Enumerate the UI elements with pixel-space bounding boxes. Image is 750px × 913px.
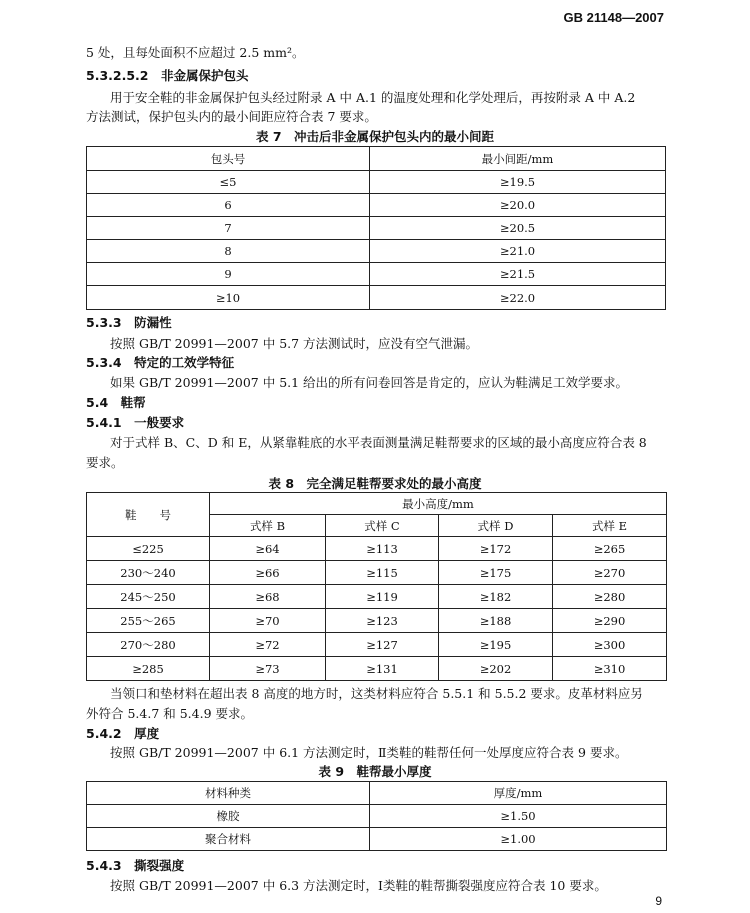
table-header: 包头号 <box>87 147 370 171</box>
table-row <box>87 537 667 561</box>
table-row <box>87 633 667 657</box>
table-header: 厚度/mm <box>370 782 667 805</box>
table-header-size: 鞋 号 <box>87 493 210 537</box>
section-heading-5-3-4: 5.3.4 特定的工效学特征 <box>86 355 235 370</box>
table-cell: ≥70 <box>210 609 326 633</box>
table-cell: ≥20.5 <box>370 217 666 240</box>
table-cell: 255～265 <box>87 609 210 633</box>
table-row <box>87 828 667 851</box>
table-cell: ≥172 <box>439 537 553 561</box>
table-header-group: 最小高度/mm <box>210 493 667 515</box>
table-header: 式样 E <box>553 515 667 537</box>
table-cell: ≥270 <box>553 561 667 585</box>
table-9-caption: 表 9 鞋帮最小厚度 <box>318 764 432 779</box>
paragraph-line: 按照 GB/T 20991—2007 中 6.3 方法测定时，Ⅰ类鞋的鞋帮撕裂强度应符合表 10 要求。 <box>110 878 607 893</box>
table-row <box>87 561 667 585</box>
table-cell: ≥21.0 <box>370 240 666 263</box>
paragraph-line: 如果 GB/T 20991—2007 中 5.1 给出的所有问卷回答是肯定的，应认为鞋满足工效学要求。 <box>110 375 629 390</box>
table-row <box>87 585 667 609</box>
table-cell: 7 <box>87 217 370 240</box>
paragraph-line: 当领口和垫材料在超出表 8 高度的地方时，这类材料应符合 5.5.1 和 5.5.2 要求。皮革材料应另 <box>110 686 643 701</box>
paragraph-line: 按照 GB/T 20991—2007 中 6.1 方法测定时，Ⅱ类鞋的鞋帮任何一处厚度应符合表 9 要求。 <box>110 745 628 760</box>
table-cell: ≥68 <box>210 585 326 609</box>
table-cell: 230～240 <box>87 561 210 585</box>
table-cell: ≥1.00 <box>370 828 667 851</box>
page-number: 9 <box>655 894 662 908</box>
table-header: 式样 C <box>326 515 439 537</box>
table-cell: ≥290 <box>553 609 667 633</box>
table-cell: 9 <box>87 263 370 286</box>
table-cell: ≥123 <box>326 609 439 633</box>
table-row <box>87 609 667 633</box>
table-8 <box>86 492 667 681</box>
table-row <box>87 263 666 286</box>
table-cell: ≥19.5 <box>370 171 666 194</box>
table-cell: ≥115 <box>326 561 439 585</box>
table-cell: 270～280 <box>87 633 210 657</box>
table-cell: ≥175 <box>439 561 553 585</box>
table-cell: ≥64 <box>210 537 326 561</box>
table-cell: ≥265 <box>553 537 667 561</box>
paragraph-line: 方法测试，保护包头内的最小间距应符合表 7 要求。 <box>86 109 377 124</box>
table-cell: 橡胶 <box>87 805 370 828</box>
table-cell: ≥22.0 <box>370 286 666 310</box>
table-row <box>87 194 666 217</box>
section-heading-5-4-3: 5.4.3 撕裂强度 <box>86 858 185 873</box>
table-9 <box>86 781 667 851</box>
table-cell: ≥195 <box>439 633 553 657</box>
section-heading-5-4: 5.4 鞋帮 <box>86 395 146 410</box>
table-row <box>87 240 666 263</box>
table-cell: ≥127 <box>326 633 439 657</box>
table-cell: ≥280 <box>553 585 667 609</box>
paragraph-line: 对于式样 B、C、D 和 E，从紧靠鞋底的水平表面测量满足鞋帮要求的区域的最小高度应符合表 8 <box>110 435 647 450</box>
table-cell: ≥20.0 <box>370 194 666 217</box>
table-cell: ≥310 <box>553 657 667 681</box>
table-cell: 245～250 <box>87 585 210 609</box>
table-header: 材料种类 <box>87 782 370 805</box>
section-heading-5-3-2-5-2: 5.3.2.5.2 非金属保护包头 <box>86 68 249 83</box>
section-heading-5-4-2: 5.4.2 厚度 <box>86 726 160 741</box>
paragraph-line: 外符合 5.4.7 和 5.4.9 要求。 <box>86 706 254 721</box>
paragraph-line: 要求。 <box>86 455 124 470</box>
section-heading-5-4-1: 5.4.1 一般要求 <box>86 415 185 430</box>
paragraph-line: 5 处，且每处面积不应超过 2.5 mm²。 <box>86 45 305 60</box>
table-cell: 8 <box>87 240 370 263</box>
table-cell: ≥119 <box>326 585 439 609</box>
table-7-caption: 表 7 冲击后非金属保护包头内的最小间距 <box>255 129 495 144</box>
table-cell: ≥188 <box>439 609 553 633</box>
table-cell: ≥10 <box>87 286 370 310</box>
table-cell: ≥182 <box>439 585 553 609</box>
table-7 <box>86 146 666 310</box>
table-cell: ≥66 <box>210 561 326 585</box>
table-cell: ≤5 <box>87 171 370 194</box>
standard-number: GB 21148—2007 <box>563 10 664 25</box>
table-cell: ≥21.5 <box>370 263 666 286</box>
table-cell: ≥72 <box>210 633 326 657</box>
table-cell: ≥73 <box>210 657 326 681</box>
table-cell: ≥202 <box>439 657 553 681</box>
table-cell: ≥285 <box>87 657 210 681</box>
table-cell: ≥300 <box>553 633 667 657</box>
table-row <box>87 286 666 310</box>
table-cell: ≤225 <box>87 537 210 561</box>
table-row <box>87 171 666 194</box>
table-cell: ≥1.50 <box>370 805 667 828</box>
table-header: 式样 B <box>210 515 326 537</box>
table-cell: ≥131 <box>326 657 439 681</box>
table-cell: ≥113 <box>326 537 439 561</box>
section-heading-5-3-3: 5.3.3 防漏性 <box>86 315 172 330</box>
table-cell: 聚合材料 <box>87 828 370 851</box>
table-row <box>87 217 666 240</box>
table-header: 式样 D <box>439 515 553 537</box>
table-cell: 6 <box>87 194 370 217</box>
paragraph-line: 用于安全鞋的非金属保护包头经过附录 A 中 A.1 的温度处理和化学处理后，再按附录 A 中 A.2 <box>110 90 636 105</box>
table-header: 最小间距/mm <box>370 147 666 171</box>
table-8-caption: 表 8 完全满足鞋帮要求处的最小高度 <box>268 476 482 491</box>
table-row <box>87 805 667 828</box>
paragraph-line: 按照 GB/T 20991—2007 中 5.7 方法测试时，应没有空气泄漏。 <box>110 336 479 351</box>
table-row <box>87 657 667 681</box>
